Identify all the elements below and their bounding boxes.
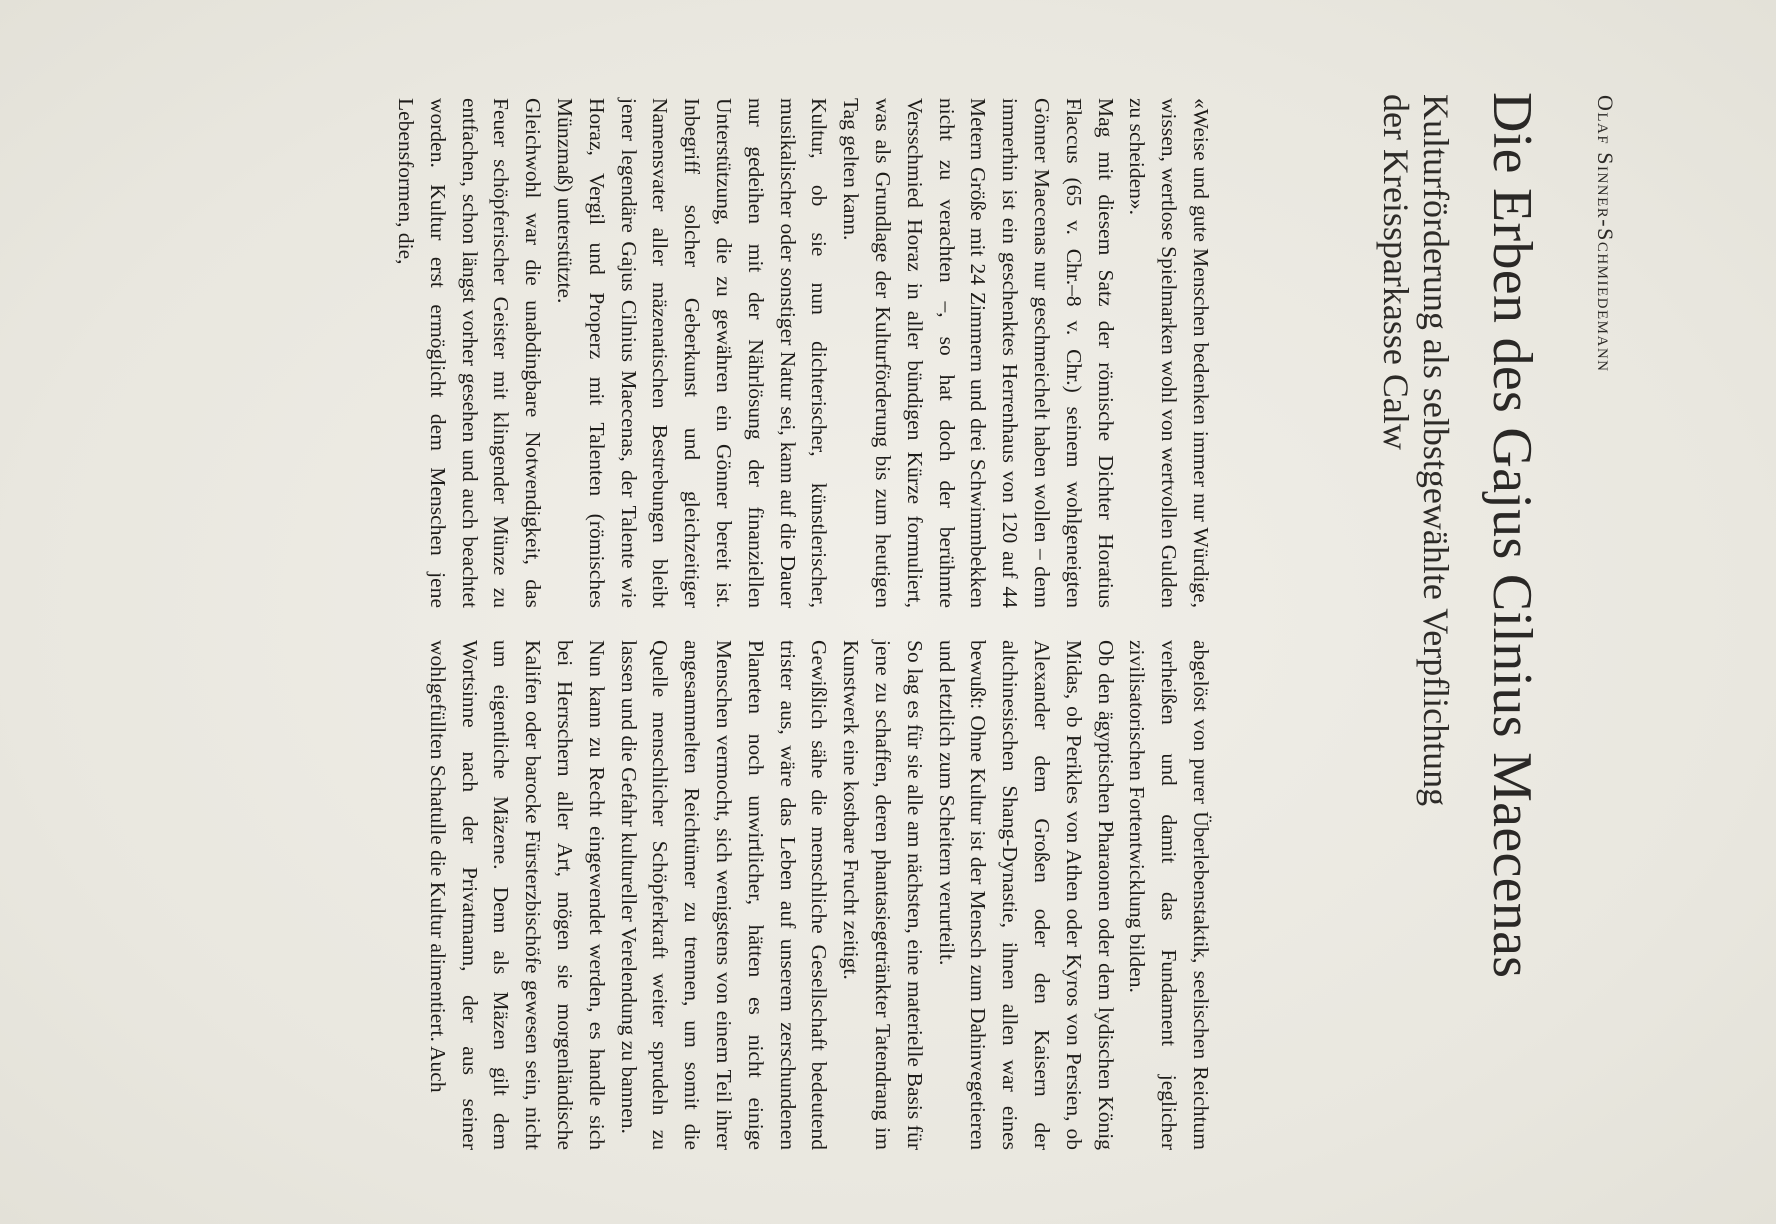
paragraph: Kultur, ob sie nun dichterischer, künstlerischer, musikalischer oder sonstiger Natur sei, kann auf die Dauer nur gedeihen mit der Nährlösung der finanziellen Unterstützung, die zu gewähren ein Gönner bereit ist. Inbegriff solcher Geberkunst und gleichzeitiger Namensvater aller mäzenatischen Bestrebungen bleibt jener legendäre Gajus Cilnius Maecenas, der Talente wie Horaz, Vergil und Properz mit Talenten (römisches Münzmaß) unterstützte. [553, 98, 832, 608]
author-name: Olaf Sinner-Schmiedemann [1593, 95, 1618, 373]
paragraph: «Weise und gute Menschen bedenken immer nur Würdige, wissen, wertlose Spielmarken wohl von wertvollen Gulden zu scheiden». [1125, 98, 1213, 608]
paragraph: Nun kann zu Recht eingewendet werden, es handle sich bei Herrschern aller Art, mögen sie morgenländische Kalifen oder barocke Fürsterzbischöfe gewesen sein, nicht um eigentliche Mäzene. Denn als Mäzen gilt dem Wortsinne nach der Privatmann, der aus seiner wohlgefüllten Schatulle die Kultur alimentiert. Auch [425, 640, 609, 1150]
paragraph: abgelöst von purer Überlebenstaktik, seelischen Reichtum verheißen und damit das Fundament jeglicher zivilisatorischen Fortentwicklung bilden. [1125, 640, 1213, 1150]
paragraph: Gleichwohl war die unabdingbare Notwendigkeit, das Feuer schöpferischer Geister mit klingender Münze zu entfachen, schon längst vorher gesehen und auch beachtet worden. Kultur erst ermöglicht dem Menschen jene Lebensformen, die, [394, 98, 546, 608]
paragraph: Mag mit diesem Satz der römische Dichter Horatius Flaccus (65 v. Chr.–8 v. Chr.) seinem wohlgeneigten Gönner Maecenas nur geschmeichelt haben wollen – denn immerhin ist ein geschenktes Herrenhaus von 120 auf 44 Metern Größe mit 24 Zimmern und drei Schwimmbekken nicht zu verachten –, so hat doch der berühmte Versschmied Horaz in aller bündigen Kürze formuliert, was als Grundlage der Kulturförderung bis zum heutigen Tag gelten kann. [839, 98, 1118, 608]
paragraph: Gewißlich sähe die menschliche Gesellschaft bedeutend trister aus, wäre das Leben auf unserem zerschundenen Planeten noch unwirtlicher, hätten es nicht einige Menschen vermocht, sich wenigstens von einem Teil ihrer angesammelten Reichtümer zu trennen, um somit die Quelle menschlicher Schöpferkraft weiter sprudeln zu lassen und die Gefahr kultureller Verelendung zu bannen. [616, 640, 832, 1150]
article-title: Die Erben des Gajus Cilnius Maecenas [1481, 92, 1543, 979]
text-column-right [421, 640, 1216, 1150]
text-column-left [389, 98, 1216, 608]
paragraph: So lag es für sie alle am nächsten, eine materielle Basis für jene zu schaffen, deren phantasiegetränkter Tatendrang im Kunstwerk eine kostbare Frucht zeitigt. [839, 640, 927, 1150]
article-subtitle: Kulturförderung als selbstgewählte Verpflichtung der Kreissparkasse Calw [1376, 94, 1456, 807]
paragraph: Ob den ägyptischen Pharaonen oder dem lydischen König Midas, ob Perikles von Athen oder Kyros von Persien, ob Alexander dem Großen oder den Kaisern der altchinesischen Shang-Dynastie, ihnen allen war eines bewußt: Ohne Kultur ist der Mensch zum Dahinvegetieren und letztlich zum Scheitern verurteilt. [934, 640, 1118, 1150]
